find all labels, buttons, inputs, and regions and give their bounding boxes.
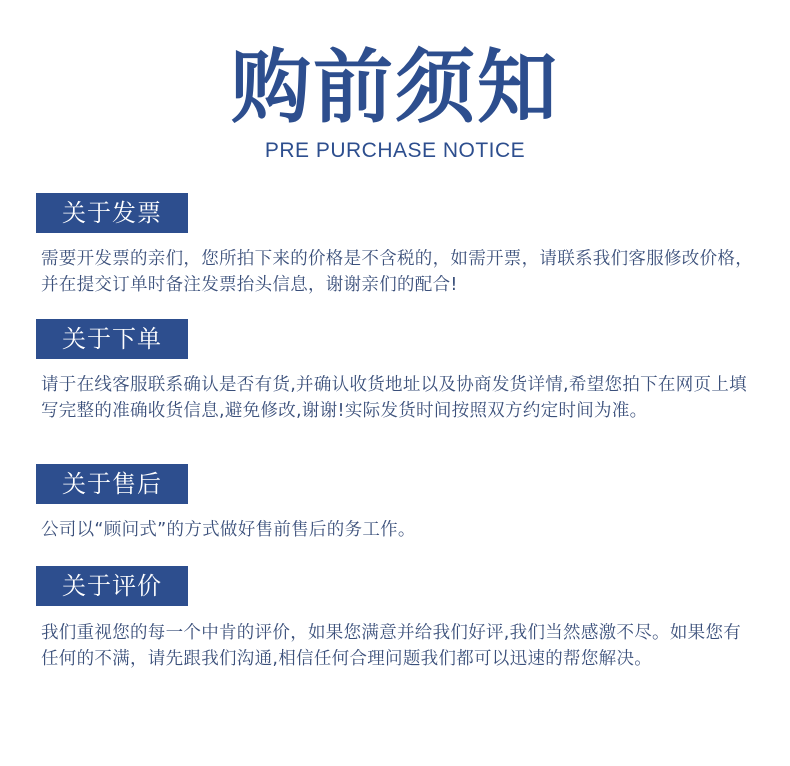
section-header-invoice: 关于发票: [36, 193, 188, 233]
section-header-review: 关于评价: [36, 566, 188, 606]
page-subtitle: PRE PURCHASE NOTICE: [264, 139, 526, 162]
section-body-order: 请于在线客服联系确认是否有货,并确认收货地址以及协商发货详情,希望您拍下在网页上填写完整的准确收货信息,避免修改,谢谢!实际发货时间按照双方约定时间为准。: [41, 375, 747, 421]
section-header-after-sales: 关于售后: [36, 464, 188, 504]
section-header-order: 关于下单: [36, 319, 188, 359]
section-body-review: 我们重视您的每一个中肯的评价，如果您满意并给我们好评,我们当然感激不尽。如果您有任何的不满，请先跟我们沟通,相信任何合理问题我们都可以迅速的帮您解决。: [41, 623, 742, 669]
page-title: 购前须知: [231, 41, 559, 134]
section-body-invoice: 需要开发票的亲们，您所拍下来的价格是不含税的，如需开票，请联系我们客服修改价格，并在提交订单时备注发票抬头信息，谢谢亲们的配合!: [41, 249, 753, 295]
section-body-after-sales: 公司以“顾问式”的方式做好售前售后的务工作。: [41, 520, 416, 540]
